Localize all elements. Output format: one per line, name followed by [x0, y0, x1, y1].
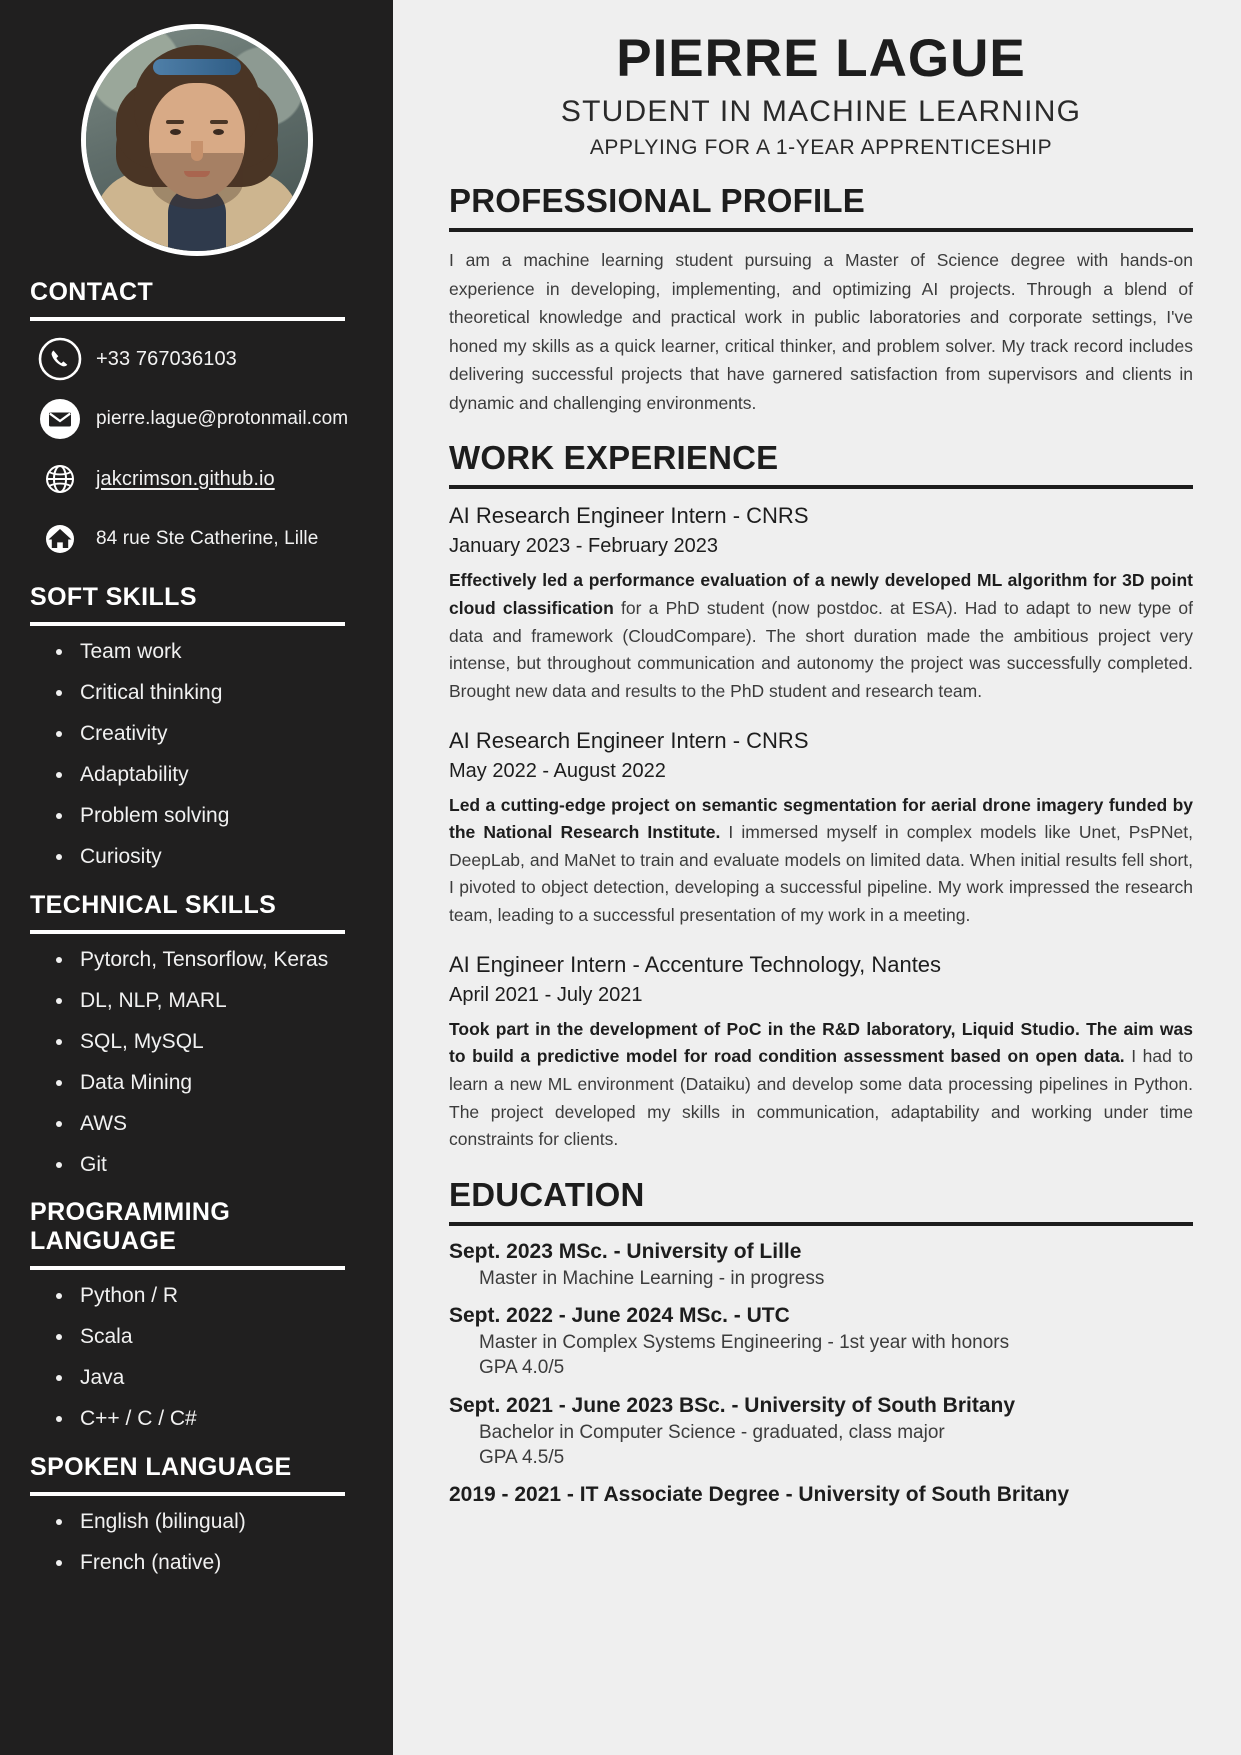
list-item: French (native)	[54, 1551, 365, 1574]
globe-icon	[38, 457, 82, 501]
email-text: pierre.lague@protonmail.com	[96, 408, 349, 429]
education-title: Sept. 2022 - June 2024 MSc. - UTC	[449, 1304, 790, 1328]
job-description-bold: Took part in the development of PoC in the R&D laboratory, Liquid Studio. The aim was to build a predictive model for road condition assessment based on open data.	[449, 1018, 1193, 1067]
list-item: Problem solving	[54, 804, 365, 827]
job-description	[449, 567, 1193, 705]
list-item: AWS	[54, 1112, 365, 1135]
work-entry	[449, 952, 1193, 1154]
job-description-bold: Led a cutting-edge project on semantic segmentation for aerial drone imagery funded by the National Research Institute.	[449, 794, 1193, 843]
profile-heading: PROFESSIONAL PROFILE	[449, 182, 865, 220]
avatar	[81, 24, 313, 256]
programming-language-list	[28, 1284, 365, 1430]
profile-divider	[449, 228, 1193, 232]
education-title: Sept. 2023 MSc. - University of Lille	[449, 1239, 802, 1263]
education-heading: EDUCATION	[449, 1175, 645, 1213]
programming-language-divider	[30, 1266, 345, 1270]
list-item: C++ / C / C#	[54, 1407, 365, 1430]
work-entry	[449, 503, 1193, 705]
list-item: Python / R	[54, 1284, 365, 1307]
avatar-brow-left	[166, 120, 184, 124]
education-entry	[449, 1240, 1193, 1291]
soft-skills-divider	[30, 622, 345, 626]
home-icon	[38, 517, 82, 561]
education-entry	[449, 1394, 1193, 1471]
avatar-beard	[151, 153, 243, 209]
contact-heading: CONTACT	[30, 278, 154, 306]
contact-divider	[30, 317, 345, 321]
main-content	[393, 0, 1241, 1755]
list-item: Curiosity	[54, 845, 365, 868]
profile-text: I am a machine learning student pursuing a Master of Science degree with hands-on experience in developing, implementing, and optimizing AI projects. Through a blend of theoretical knowledge and practical work in public laboratories and corporate settings, I've honed my skills as a quick learner, critical thinker, and problem solver. My track record includes delivering successful projects that have garnered satisfaction from supervisors and clients in dynamic and challenging environments.	[449, 250, 1193, 413]
technical-skills-divider	[30, 930, 345, 934]
list-item: Pytorch, Tensorflow, Keras	[54, 948, 365, 971]
work-heading: WORK EXPERIENCE	[449, 439, 779, 477]
avatar-sunglasses	[153, 59, 241, 75]
sidebar	[0, 0, 393, 1755]
programming-language-heading: PROGRAMMING LANGUAGE	[30, 1198, 231, 1256]
avatar-mouth	[184, 171, 210, 177]
spoken-language-list	[28, 1510, 365, 1574]
list-item: Data Mining	[54, 1071, 365, 1094]
education-entry	[449, 1304, 1193, 1381]
list-item: Creativity	[54, 722, 365, 745]
avatar-eye-left	[170, 129, 181, 135]
education-divider	[449, 1222, 1193, 1226]
contact-email[interactable]	[38, 397, 365, 441]
education-entry	[449, 1483, 1193, 1507]
contact-website[interactable]	[38, 457, 365, 501]
page-title: PIERRE LAGUE	[616, 29, 1026, 88]
job-description-rest: I had to learn a new ML environment (Dataiku) and develop some data processing pipelines in Python. The project developed my skills in communication, adaptability and working under time constraints for clients.	[449, 1046, 1194, 1150]
list-item: Critical thinking	[54, 681, 365, 704]
list-item: Team work	[54, 640, 365, 663]
job-description-rest: for a PhD student (now postdoc. at ESA). Had to adapt to new type of data and framework (CloudCompare). The short duration made the ambitious project very intense, but throughout communication and autonomy the project was successfully completed. Brought new data and results to the PhD student and research team.	[449, 597, 1193, 701]
soft-skills-heading: SOFT SKILLS	[30, 583, 197, 611]
list-item: Scala	[54, 1325, 365, 1348]
job-title: AI Research Engineer Intern - CNRS	[449, 727, 809, 753]
phone-text: +33 767036103	[96, 347, 237, 370]
education-detail: Master in Machine Learning - in progress	[479, 1267, 825, 1289]
contact-phone[interactable]	[38, 337, 365, 381]
job-title: AI Research Engineer Intern - CNRS	[449, 503, 809, 529]
avatar-nose	[191, 141, 203, 161]
work-entry	[449, 728, 1193, 930]
education-gpa: GPA 4.5/5	[479, 1447, 565, 1468]
avatar-brow-right	[210, 120, 228, 124]
website-link[interactable]: jakcrimson.github.io	[96, 467, 275, 490]
phone-icon	[38, 337, 82, 381]
address-text: 84 rue Ste Catherine, Lille	[96, 528, 319, 549]
work-divider	[449, 485, 1193, 489]
list-item: Adaptability	[54, 763, 365, 786]
job-description-rest: I immersed myself in complex models like Unet, PsPNet, DeepLab, and MaNet to train and evaluate models on limited data. When initial results fell short, I pivoted to object detection, developing a successful pipeline. My work impressed the research team, leading to a successful presentation of my work in a meeting.	[449, 822, 1193, 926]
header-applying: APPLYING FOR A 1-YEAR APPRENTICESHIP	[589, 136, 1053, 160]
job-dates: May 2022 - August 2022	[449, 759, 666, 782]
job-title: AI Engineer Intern - Accenture Technology, Nantes	[449, 951, 942, 977]
education-title: 2019 - 2021 - IT Associate Degree - University of South Britany	[449, 1483, 1070, 1507]
spoken-language-divider	[30, 1492, 345, 1496]
spoken-language-heading: SPOKEN LANGUAGE	[30, 1452, 292, 1481]
list-item: SQL, MySQL	[54, 1030, 365, 1053]
header-role: STUDENT IN MACHINE LEARNING	[560, 95, 1082, 129]
job-dates: January 2023 - February 2023	[449, 535, 719, 558]
job-description-bold: Effectively led a performance evaluation of a newly developed ML algorithm for 3D point cloud classification	[449, 570, 1193, 618]
avatar-eye-right	[213, 129, 224, 135]
contact-address[interactable]	[38, 517, 365, 561]
list-item: DL, NLP, MARL	[54, 989, 365, 1012]
technical-skills-heading: TECHNICAL SKILLS	[30, 890, 277, 919]
avatar-container	[28, 0, 365, 256]
soft-skills-list	[28, 640, 365, 869]
job-description	[449, 792, 1193, 930]
education-detail: Master in Complex Systems Engineering - 1st year with honors	[479, 1332, 1010, 1354]
job-dates: April 2021 - July 2021	[449, 983, 643, 1006]
education-detail: Bachelor in Computer Science - graduated, class major	[479, 1421, 945, 1443]
job-description	[449, 1016, 1193, 1154]
education-gpa: GPA 4.0/5	[479, 1357, 565, 1379]
list-item: English (bilingual)	[54, 1510, 365, 1533]
technical-skills-list	[28, 948, 365, 1177]
list-item: Java	[54, 1366, 365, 1389]
education-title: Sept. 2021 - June 2023 BSc. - University of South Britany	[449, 1393, 1016, 1417]
list-item: Git	[54, 1153, 365, 1176]
email-icon	[38, 397, 82, 441]
avatar-face	[149, 83, 245, 199]
